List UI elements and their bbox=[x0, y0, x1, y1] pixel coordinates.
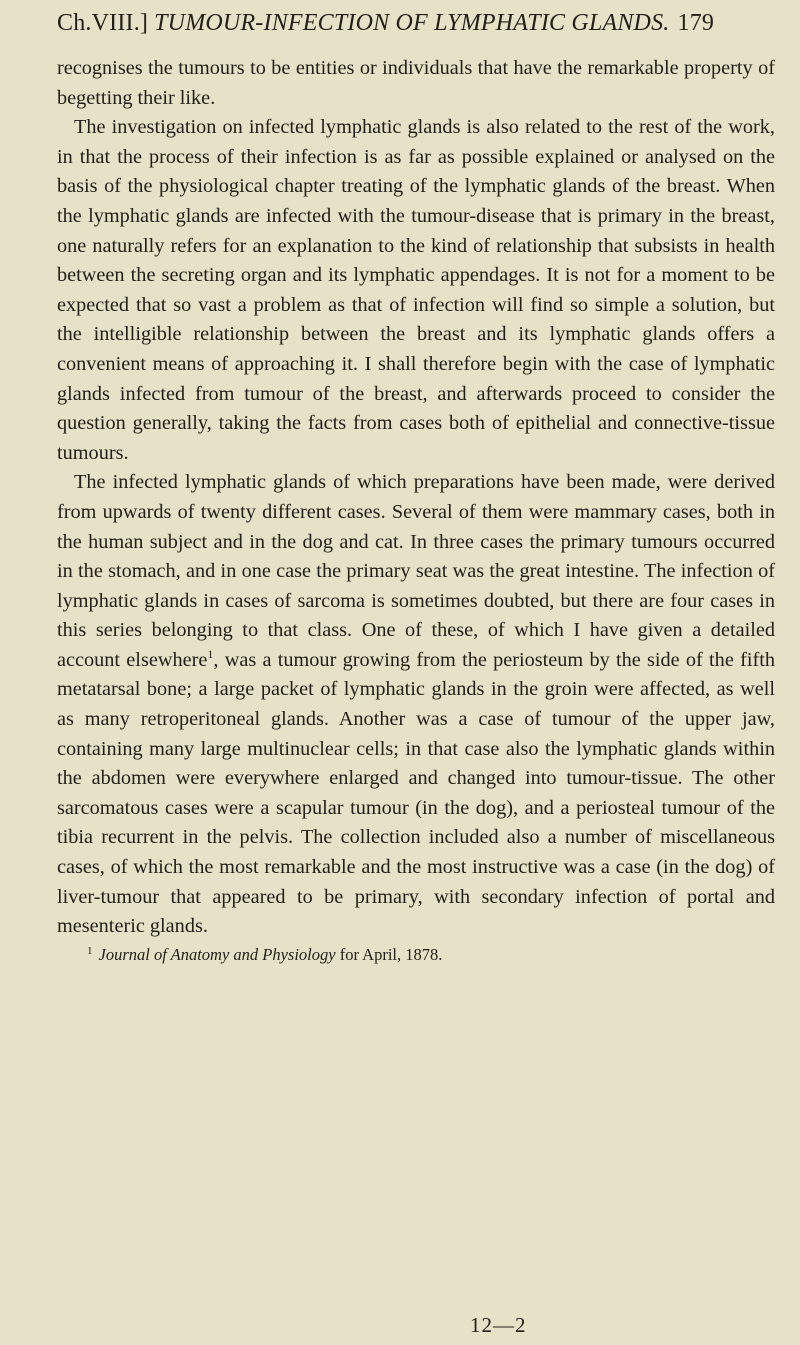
paragraph-2: The investigation on infected lymphatic glands is also related to the rest of the work, in that the process of their infection is as far as possible explained or analysed on the basis of the physiological chapter treating of the lymphatic glands of the breast. When the lymphatic glands are infected with the tumour-disease that is primary in the breast, one naturally refers for an explanation to the kind of relationship that subsists in health between the secreting organ and its lymphatic appendages. It is not for a moment to be expected that so vast a problem as that of infection will find so simple a solution, but the intelligible relationship between the breast and its lymphatic glands offers a convenient means of approaching it. I shall therefore begin with the case of lymphatic glands infected from tumour of the breast, and afterwards proceed to consider the question generally, taking the facts from cases both of epithelial and connective-tissue tumours. bbox=[57, 116, 775, 464]
footnote-reference: 1 bbox=[207, 646, 214, 661]
body-text bbox=[57, 54, 775, 942]
paragraph-3 bbox=[57, 468, 775, 942]
footnote-mark: 1 bbox=[87, 944, 93, 957]
running-head bbox=[57, 10, 770, 50]
signature-mark: 12—2 bbox=[470, 1313, 527, 1337]
paragraph-3-text-a: The infected lymphatic glands of which preparations have been made, were derived from upwards of twenty different cases. Several of them were mammary cases, both in the human subject and in the dog and cat. In three cases the primary tumours occurred in the stomach, and in one case the primary seat was the great intestine. The infection of lymphatic glands in cases of sarcoma is sometimes doubted, but there are four cases in this series belonging to that class. One of these, of which I have given a detailed account elsewhere bbox=[57, 471, 775, 671]
page-number: 179 bbox=[677, 10, 715, 36]
footnote-rest: for April, 1878. bbox=[335, 944, 443, 964]
paragraph-1: recognises the tumours to be entities or individuals that have the remarkable property of begetting their like. bbox=[57, 57, 775, 109]
running-title: TUMOUR-INFECTION OF LYMPHATIC GLANDS. bbox=[154, 10, 670, 36]
journal-title: Journal of Anatomy and Physiology bbox=[98, 944, 336, 964]
chapter-label: Ch.VIII.] bbox=[57, 10, 149, 36]
paragraph-3-text-b: , was a tumour growing from the periosteum by the side of the fifth metatarsal bone; a large packet of lymphatic glands in the groin were affected, as well as many retroperitoneal glands. Another was a case of tumour of the upper jaw, containing many large multinuclear cells; in that case also the lymphatic glands within the abdomen were everywhere enlarged and changed into tumour-tissue. The other sarcomatous cases were a scapular tumour (in the dog), and a periosteal tumour of the tibia recurrent in the pelvis. The collection included also a number of miscellaneous cases, of which the most remarkable and the most instructive was a case (in the dog) of liver-tumour that appeared to be primary, with secondary infection of portal and mesenteric glands. bbox=[57, 648, 775, 938]
footnote bbox=[57, 944, 770, 966]
